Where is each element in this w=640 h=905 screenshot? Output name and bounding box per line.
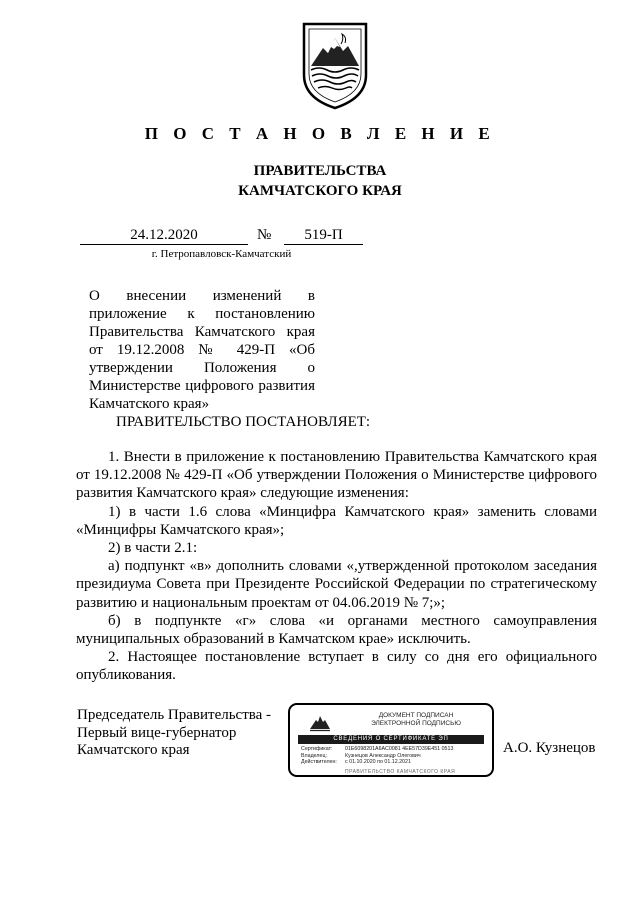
document-date: 24.12.2020 xyxy=(80,227,248,245)
subject-line: утверждении Положения о xyxy=(89,360,315,376)
signatory-title-line: Первый вице-губернатор xyxy=(77,724,237,741)
stamp-cert-value: 01E6098201A6AC0081 4EE57D39E451 0513 xyxy=(345,746,454,752)
stamp-details xyxy=(301,746,453,766)
stamp-row xyxy=(301,759,453,766)
body-line: президиума Совета при Президенте Российской Федерации по стратегическому xyxy=(76,576,597,593)
issuer-line: КАМЧАТСКОГО КРАЯ xyxy=(238,183,402,199)
document-type-title: П О С Т А Н О В Л Е Н И Е xyxy=(144,124,496,143)
body-line: опубликования. xyxy=(76,667,176,684)
electronic-signature-stamp xyxy=(288,703,494,777)
number-sign: № xyxy=(257,227,272,243)
stamp-header-line: ЭЛЕКТРОННОЙ ПОДПИСЬЮ xyxy=(371,720,461,727)
stamp-header-line: ДОКУМЕНТ ПОДПИСАН xyxy=(378,712,454,719)
body-line: 1. Внести в приложение к постановлению Правительства Камчатского края xyxy=(108,449,597,465)
stamp-owner-label: Владелец: xyxy=(301,752,327,759)
stamp-valid-label: Действителен: xyxy=(301,759,337,765)
body-line: от 19.12.2008 № 429-П «Об утверждении Положения о Министерстве цифрового xyxy=(76,467,597,484)
body-line: 1) в части 1.6 слова «Минцифра Камчатского края» заменить словами xyxy=(108,503,597,520)
issuer-line: ПРАВИТЕЛЬСТВА xyxy=(253,163,387,179)
subject-line: Правительства Камчатского края xyxy=(89,324,315,340)
stamp-valid-value: с 01.10.2020 по 01.12.2021 xyxy=(345,759,411,765)
body-line: муниципальных образований в Камчатском крае» исключить. xyxy=(76,630,471,647)
document-subject xyxy=(89,287,315,413)
body-line: б) в подпункте «г» слова «и органами местного самоуправления xyxy=(108,612,597,629)
subject-line: Камчатского края» xyxy=(89,396,210,412)
subject-line: приложение к постановлению xyxy=(89,306,315,322)
stamp-cert-label: Сертификат: xyxy=(301,746,333,752)
stamp-footer: ПРАВИТЕЛЬСТВО КАМЧАТСКОГО КРАЯ xyxy=(345,769,456,775)
kamchatka-emblem-icon xyxy=(301,20,369,110)
stamp-band: СВЕДЕНИЯ О СЕРТИФИКАТЕ ЭП xyxy=(298,735,484,744)
decree-statement: ПРАВИТЕЛЬСТВО ПОСТАНОВЛЯЕТ: xyxy=(116,414,371,430)
body-line: развитию и национальным проектам от 04.06.2019 № 7;»; xyxy=(76,594,446,611)
subject-line: Министерстве цифрового развития xyxy=(89,378,315,394)
emblem-mini-icon xyxy=(309,713,331,732)
body-line: развития Камчатского края» следующие изменения: xyxy=(76,485,409,502)
subject-line: О внесении изменений в xyxy=(89,288,315,304)
body-line: «Минцифры Камчатского края»; xyxy=(76,521,285,538)
document-body xyxy=(76,448,597,684)
body-line: а) подпункт «в» дополнить словами «,утвержденной протоколом заседания xyxy=(108,558,597,575)
stamp-header xyxy=(345,712,487,728)
document-number: 519-П xyxy=(284,227,363,245)
stamp-owner-value: Кузнецов Александр Олегович xyxy=(345,752,421,759)
body-line: 2. Настоящее постановление вступает в силу со дня его официального xyxy=(108,649,597,666)
signatory-name: А.О. Кузнецов xyxy=(503,740,596,756)
signatory-title-line: Камчатского края xyxy=(77,742,190,758)
issuer-block xyxy=(0,161,640,201)
subject-line: от 19.12.2008 № 429-П «Об xyxy=(89,342,315,358)
signatory-title xyxy=(77,707,271,760)
signatory-title-line: Председатель Правительства - xyxy=(77,707,272,723)
document-city: г. Петропавловск-Камчатский xyxy=(151,248,292,260)
body-line: 2) в части 2.1: xyxy=(108,539,198,556)
